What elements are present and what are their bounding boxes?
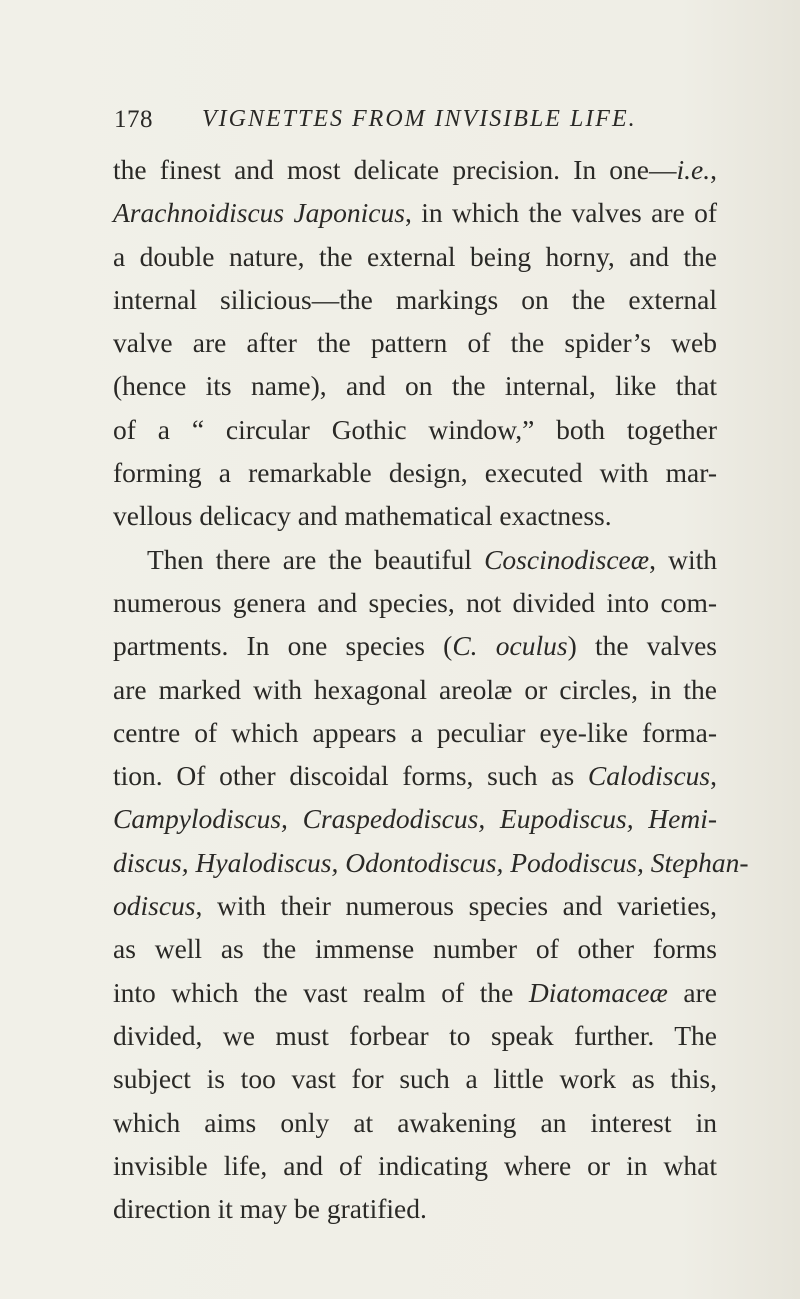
body-text	[113, 148, 749, 1230]
text-line	[113, 235, 717, 278]
text-run: , in which the valves are of	[404, 197, 717, 229]
italic-text: discus, Hyalodiscus, Odontodiscus, Pododiscus, Stephan-	[113, 846, 749, 878]
italic-text: Diatomaceæ	[528, 976, 668, 1008]
italic-text: C. oculus	[452, 630, 568, 662]
text-run: into which the vast realm of the	[113, 976, 529, 1008]
text-line	[113, 711, 717, 754]
text-line	[113, 1014, 717, 1057]
text-run: numerous genera and species, not divided into com-	[113, 586, 717, 618]
text-run: ) the valves	[567, 630, 718, 662]
text-run: , with	[649, 543, 718, 575]
running-head	[114, 100, 714, 136]
text-run: (hence its name), and on the internal, like that	[113, 370, 717, 402]
text-line	[113, 364, 717, 407]
text-run: ,	[710, 760, 717, 792]
text-run: , with their numerous species and varieties,	[195, 890, 717, 922]
text-run: as well as the immense number of other forms	[113, 933, 717, 965]
text-line	[113, 797, 717, 840]
text-line	[113, 1144, 717, 1187]
text-line	[113, 451, 717, 494]
text-run: ,	[710, 154, 717, 185]
text-line	[113, 668, 717, 711]
italic-text: Arachnoidiscus Japonicus	[113, 197, 405, 229]
text-run: a double nature, the external being horny, and the	[113, 240, 717, 272]
text-run: of a “ circular Gothic window,” both together	[113, 413, 717, 445]
text-run: Then there are the beautiful	[147, 543, 485, 575]
text-line	[113, 1057, 717, 1100]
italic-text: Coscinodisceæ	[484, 543, 650, 575]
page-number: 178	[114, 106, 153, 133]
text-run: centre of which appears a peculiar eye-like forma-	[113, 716, 717, 748]
text-run: vellous delicacy and mathematical exactness.	[113, 500, 612, 532]
text-line	[113, 278, 717, 321]
text-run: subject is too vast for such a little work as this,	[113, 1063, 717, 1095]
text-line	[113, 191, 717, 234]
italic-text: i.e.	[676, 154, 711, 185]
text-line	[113, 1187, 717, 1230]
text-run: internal silicious—the markings on the external	[113, 283, 717, 315]
text-run: divided, we must forbear to speak further. The	[113, 1019, 717, 1051]
text-line	[113, 754, 717, 797]
italic-text: Calodiscus	[587, 760, 711, 792]
text-line	[113, 624, 717, 667]
italic-text: odiscus	[113, 890, 196, 922]
text-line	[113, 1101, 717, 1144]
text-run: are	[667, 976, 717, 1008]
text-line	[113, 148, 717, 191]
text-run: tion. Of other discoidal forms, such as	[113, 760, 588, 792]
text-run: are marked with hexagonal areolæ or circles, in the	[113, 673, 717, 705]
text-line	[113, 927, 717, 970]
text-line	[113, 884, 717, 927]
text-run: partments. In one species (	[113, 630, 453, 662]
text-line	[113, 494, 717, 537]
text-run: direction it may be gratified.	[113, 1193, 427, 1225]
text-run: which aims only at awakening an interest in	[113, 1106, 717, 1138]
text-line	[113, 971, 717, 1014]
text-line	[113, 841, 749, 884]
text-run: forming a remarkable design, executed with mar-	[113, 457, 717, 489]
running-title: VIGNETTES FROM INVISIBLE LIFE.	[202, 106, 637, 132]
text-run: valve are after the pattern of the spider’s web	[113, 327, 717, 359]
italic-text: Campylodiscus, Craspedodiscus, Eupodiscus, Hemi-	[113, 803, 717, 835]
text-run: the finest and most delicate precision. In one—	[113, 154, 677, 185]
text-line	[113, 538, 717, 581]
text-line	[113, 321, 717, 364]
text-line	[113, 581, 717, 624]
text-run: invisible life, and of indicating where or in what	[113, 1149, 717, 1181]
text-line	[113, 408, 717, 451]
